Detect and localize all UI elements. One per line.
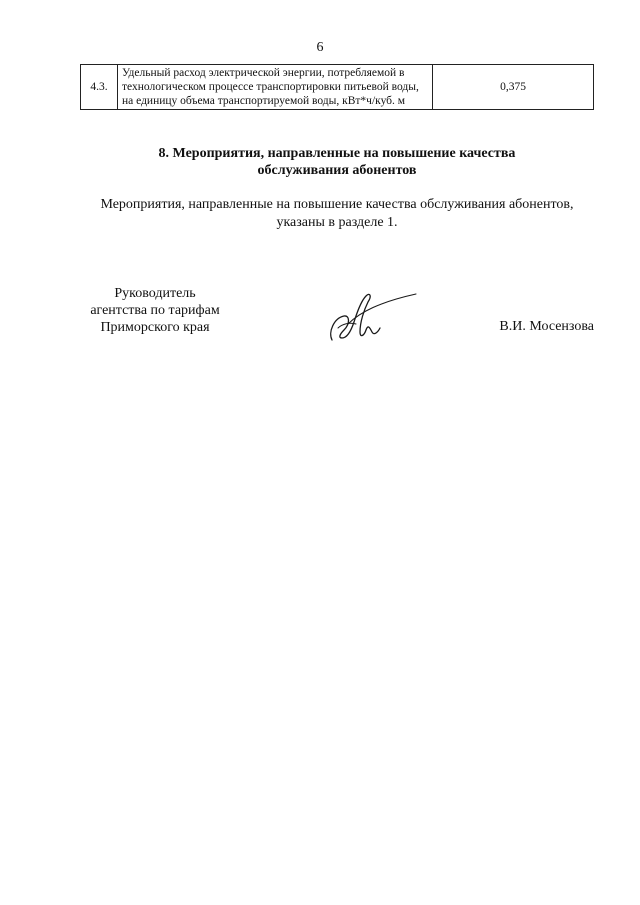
signer-title-line-3: Приморского края bbox=[100, 320, 210, 335]
page-number: 6 bbox=[316, 40, 324, 55]
signer-title bbox=[80, 285, 230, 336]
section-heading bbox=[80, 145, 594, 179]
indicators-table bbox=[80, 64, 594, 110]
section-paragraph-line-2: указаны в разделе 1. bbox=[276, 215, 398, 230]
signer-title-line-1: Руководитель bbox=[114, 286, 196, 301]
table-row bbox=[81, 65, 594, 110]
row-number-cell: 4.3. bbox=[81, 65, 118, 110]
section-paragraph-line-1: Мероприятия, направленные на повышение качества обслуживания абонентов, bbox=[100, 197, 574, 212]
handwritten-signature bbox=[320, 288, 420, 348]
section-heading-line-2: обслуживания абонентов bbox=[257, 163, 417, 178]
signer-title-line-2: агентства по тарифам bbox=[90, 303, 220, 318]
row-description-cell: Удельный расход электрической энергии, потребляемой в технологическом процессе транспортировки питьевой воды, на единицу объема транспортируемой воды, кВт*ч/куб. м bbox=[118, 65, 433, 110]
signer-name: В.И. Мосензова bbox=[499, 319, 594, 334]
section-heading-line-1: 8. Мероприятия, направленные на повышение качества bbox=[158, 146, 516, 161]
row-value-cell: 0,375 bbox=[433, 65, 594, 110]
section-paragraph bbox=[70, 196, 604, 232]
